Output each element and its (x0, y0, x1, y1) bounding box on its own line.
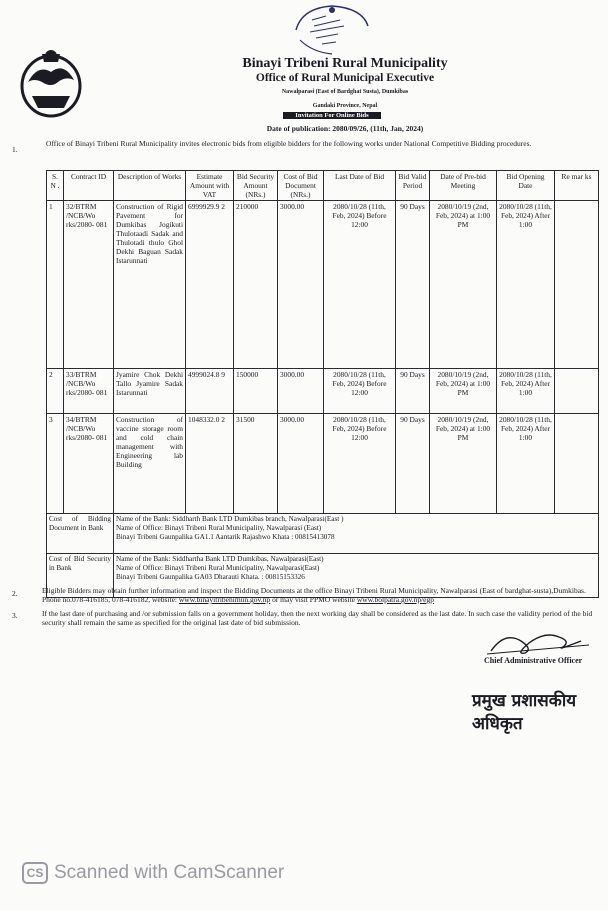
table-row (47, 369, 599, 414)
cell-contract-id: 34/BTRM /NCB/Wo rks/2080- 081 (64, 414, 114, 514)
cell-valid: 90 Days (396, 369, 430, 414)
cell-description: Construction of Rigid Pavement for Dumkibas Jogikuti Thulotaadi Sadak and Thulotadi thulo Ghol Dekhi Baguan Sadak Istarunnati (114, 201, 186, 369)
cell-sn: 3 (47, 414, 64, 514)
cell-opening: 2080/10/28 (11th, Feb, 2024) After 1:00 (497, 369, 555, 414)
bank-name: Name of the Bank: Siddhartha Bank LTD Dumkibas, Nawalparasi(East) (116, 555, 324, 563)
bank-name: Name of the Bank: Siddharth Bank LTD Dumkibas branch, Nawalparasi(East ) (116, 515, 344, 523)
cell-contract-id: 33/BTRM /NCB/Wo rks/2080- 081 (64, 369, 114, 414)
cell-estimate: 6999929.9 2 (186, 201, 234, 369)
cell-remarks (555, 201, 599, 369)
cell-sn: 2 (47, 369, 64, 414)
bank-row-document (47, 514, 599, 554)
col-description: Description of Works (114, 171, 186, 201)
col-opening-date: Bid Opening Date (497, 171, 555, 201)
point-1-number: 1. (12, 145, 18, 154)
publication-date: Date of publication: 2080/09/26, (11th, Jan, 2024) (266, 124, 424, 133)
cell-remarks (555, 369, 599, 414)
col-cost-document: Cost of Bid Document (NRs.) (278, 171, 324, 201)
col-estimate: Estimate Amount with VAT (186, 171, 234, 201)
cell-description: Jyamire Chok Dekhi Tallo Jyamire Sadak Istarunnati (114, 369, 186, 414)
point-1-text: Office of Binayi Tribeni Rural Municipality invites electronic bids from eligible bidders for the following works under National Competitive Bidding procedures. (46, 139, 532, 148)
municipality-emblem-logo (18, 42, 84, 122)
bank-office: Name of Office: Binayi Tribeni Rural Municipality, Nawalparasi(East) (116, 564, 320, 572)
cell-valid: 90 Days (396, 414, 430, 514)
col-last-date: Last Date of Bid (324, 171, 396, 201)
cell-cost: 3000.00 (278, 414, 324, 514)
cell-contract-id: 32/BTRM /NCB/Wo rks/2080- 081 (64, 201, 114, 369)
ppmo-website-link[interactable]: www.bolpatra.gov.np/egp (356, 595, 434, 604)
cell-opening: 2080/10/28 (11th, Feb, 2024) After 1:00 (497, 201, 555, 369)
bank-account: Binayi Tribeni Gaunpalika GA03 Dharauti Khata. : 00815153326 (116, 573, 305, 581)
office-address: Nawalparasi (East of Bardghat Susta), Dumkibas (281, 89, 409, 95)
bank-label: Cost of Bid Security in Bank (47, 554, 114, 598)
cell-last-date: 2080/10/28 (11th, Feb, 2024) Before 12:00 (324, 414, 396, 514)
notice-title: Invitation For Online Bids (283, 112, 381, 119)
cell-sn: 1 (47, 201, 64, 369)
municipality-website-link[interactable]: www.binayitribenimun.gov.np (178, 595, 271, 604)
point-3-number: 3. (12, 611, 18, 620)
bank-label: Cost of Bidding Document in Bank (47, 514, 114, 554)
cell-estimate: 1048332.0 2 (186, 414, 234, 514)
officer-title: Chief Administrative Officer (484, 656, 583, 665)
cell-cost: 3000.00 (278, 369, 324, 414)
point-2-text-a: Eligible Bidders may obtain further information and inspect the Bidding Documents at the office Binayi Tribeni Rural Municipality, Nawalparasi (East of bardghat-susta),Dumkibas. Phone no.078-416185, 078-416182, website: (42, 586, 586, 604)
col-bid-security: Bid Security Amount (NRs.) (234, 171, 278, 201)
table-row (47, 201, 599, 369)
cell-security: 150000 (234, 369, 278, 414)
cell-last-date: 2080/10/28 (11th, Feb, 2024) Before 12:00 (324, 201, 396, 369)
officer-title-nepali: प्रमुख प्रशासकीय अधिकृत (472, 691, 577, 734)
bank-details (114, 514, 599, 554)
cell-prebid: 2080/10/19 (2nd, Feb, 2024) at 1:00 PM (430, 369, 497, 414)
bid-table (46, 170, 599, 598)
point-2-number: 2. (12, 589, 18, 598)
table-row (47, 414, 599, 514)
officer-signature (485, 627, 595, 657)
col-remarks: Re mar ks (555, 171, 599, 201)
cell-security: 210000 (234, 201, 278, 369)
point-3-text: If the last date of purchasing and /or submission falls on a government holiday, then the next working day shall be considered as the last date. In such case the validity period of the bid security shall remain the same as specified for the original last date of bid submission. (42, 609, 593, 627)
col-prebid: Date of Pre-bid Meeting (430, 171, 497, 201)
table-header-row (47, 171, 599, 201)
municipality-title: Binayi Tribeni Rural Municipality (242, 56, 448, 71)
province: Gandaki Province, Nepal (312, 103, 378, 109)
office-subtitle: Office of Rural Municipal Executive (255, 72, 435, 84)
cell-estimate: 4999024.8 9 (186, 369, 234, 414)
cell-cost: 3000.00 (278, 201, 324, 369)
cell-security: 31500 (234, 414, 278, 514)
office-stamp (292, 0, 372, 60)
camscanner-icon: CS (22, 862, 48, 884)
bank-office: Name of Office: Binayi Tribeni Rural Municipality, Nawalparasi (East) (116, 524, 322, 532)
cell-last-date: 2080/10/28 (11th, Feb, 2024) Before 12:00 (324, 369, 396, 414)
point-2-text-b: or may visit PPMO website (270, 595, 357, 604)
cell-description: Construction of vaccine storage room and cold chain management with Engineering lab Building (114, 414, 186, 514)
cell-remarks (555, 414, 599, 514)
camscanner-text: Scanned with CamScanner (54, 862, 285, 883)
col-sn: S. N . (47, 171, 64, 201)
col-contract-id: Contract ID (64, 171, 114, 201)
cell-opening: 2080/10/28 (11th, Feb, 2024) After 1:00 (497, 414, 555, 514)
bank-account: Binayi Tribeni Gaunpalika GA1.1 Aantarik Rajashwo Khata : 00815413078 (116, 533, 335, 541)
point-2-text (42, 586, 598, 604)
cell-prebid: 2080/10/19 (2nd, Feb, 2024) at 1:00 PM (430, 201, 497, 369)
camscanner-watermark (22, 862, 284, 884)
cell-valid: 90 Days (396, 201, 430, 369)
cell-prebid: 2080/10/19 (2nd, Feb, 2024) at 1:00 PM (430, 414, 497, 514)
col-valid-period: Bid Valid Period (396, 171, 430, 201)
